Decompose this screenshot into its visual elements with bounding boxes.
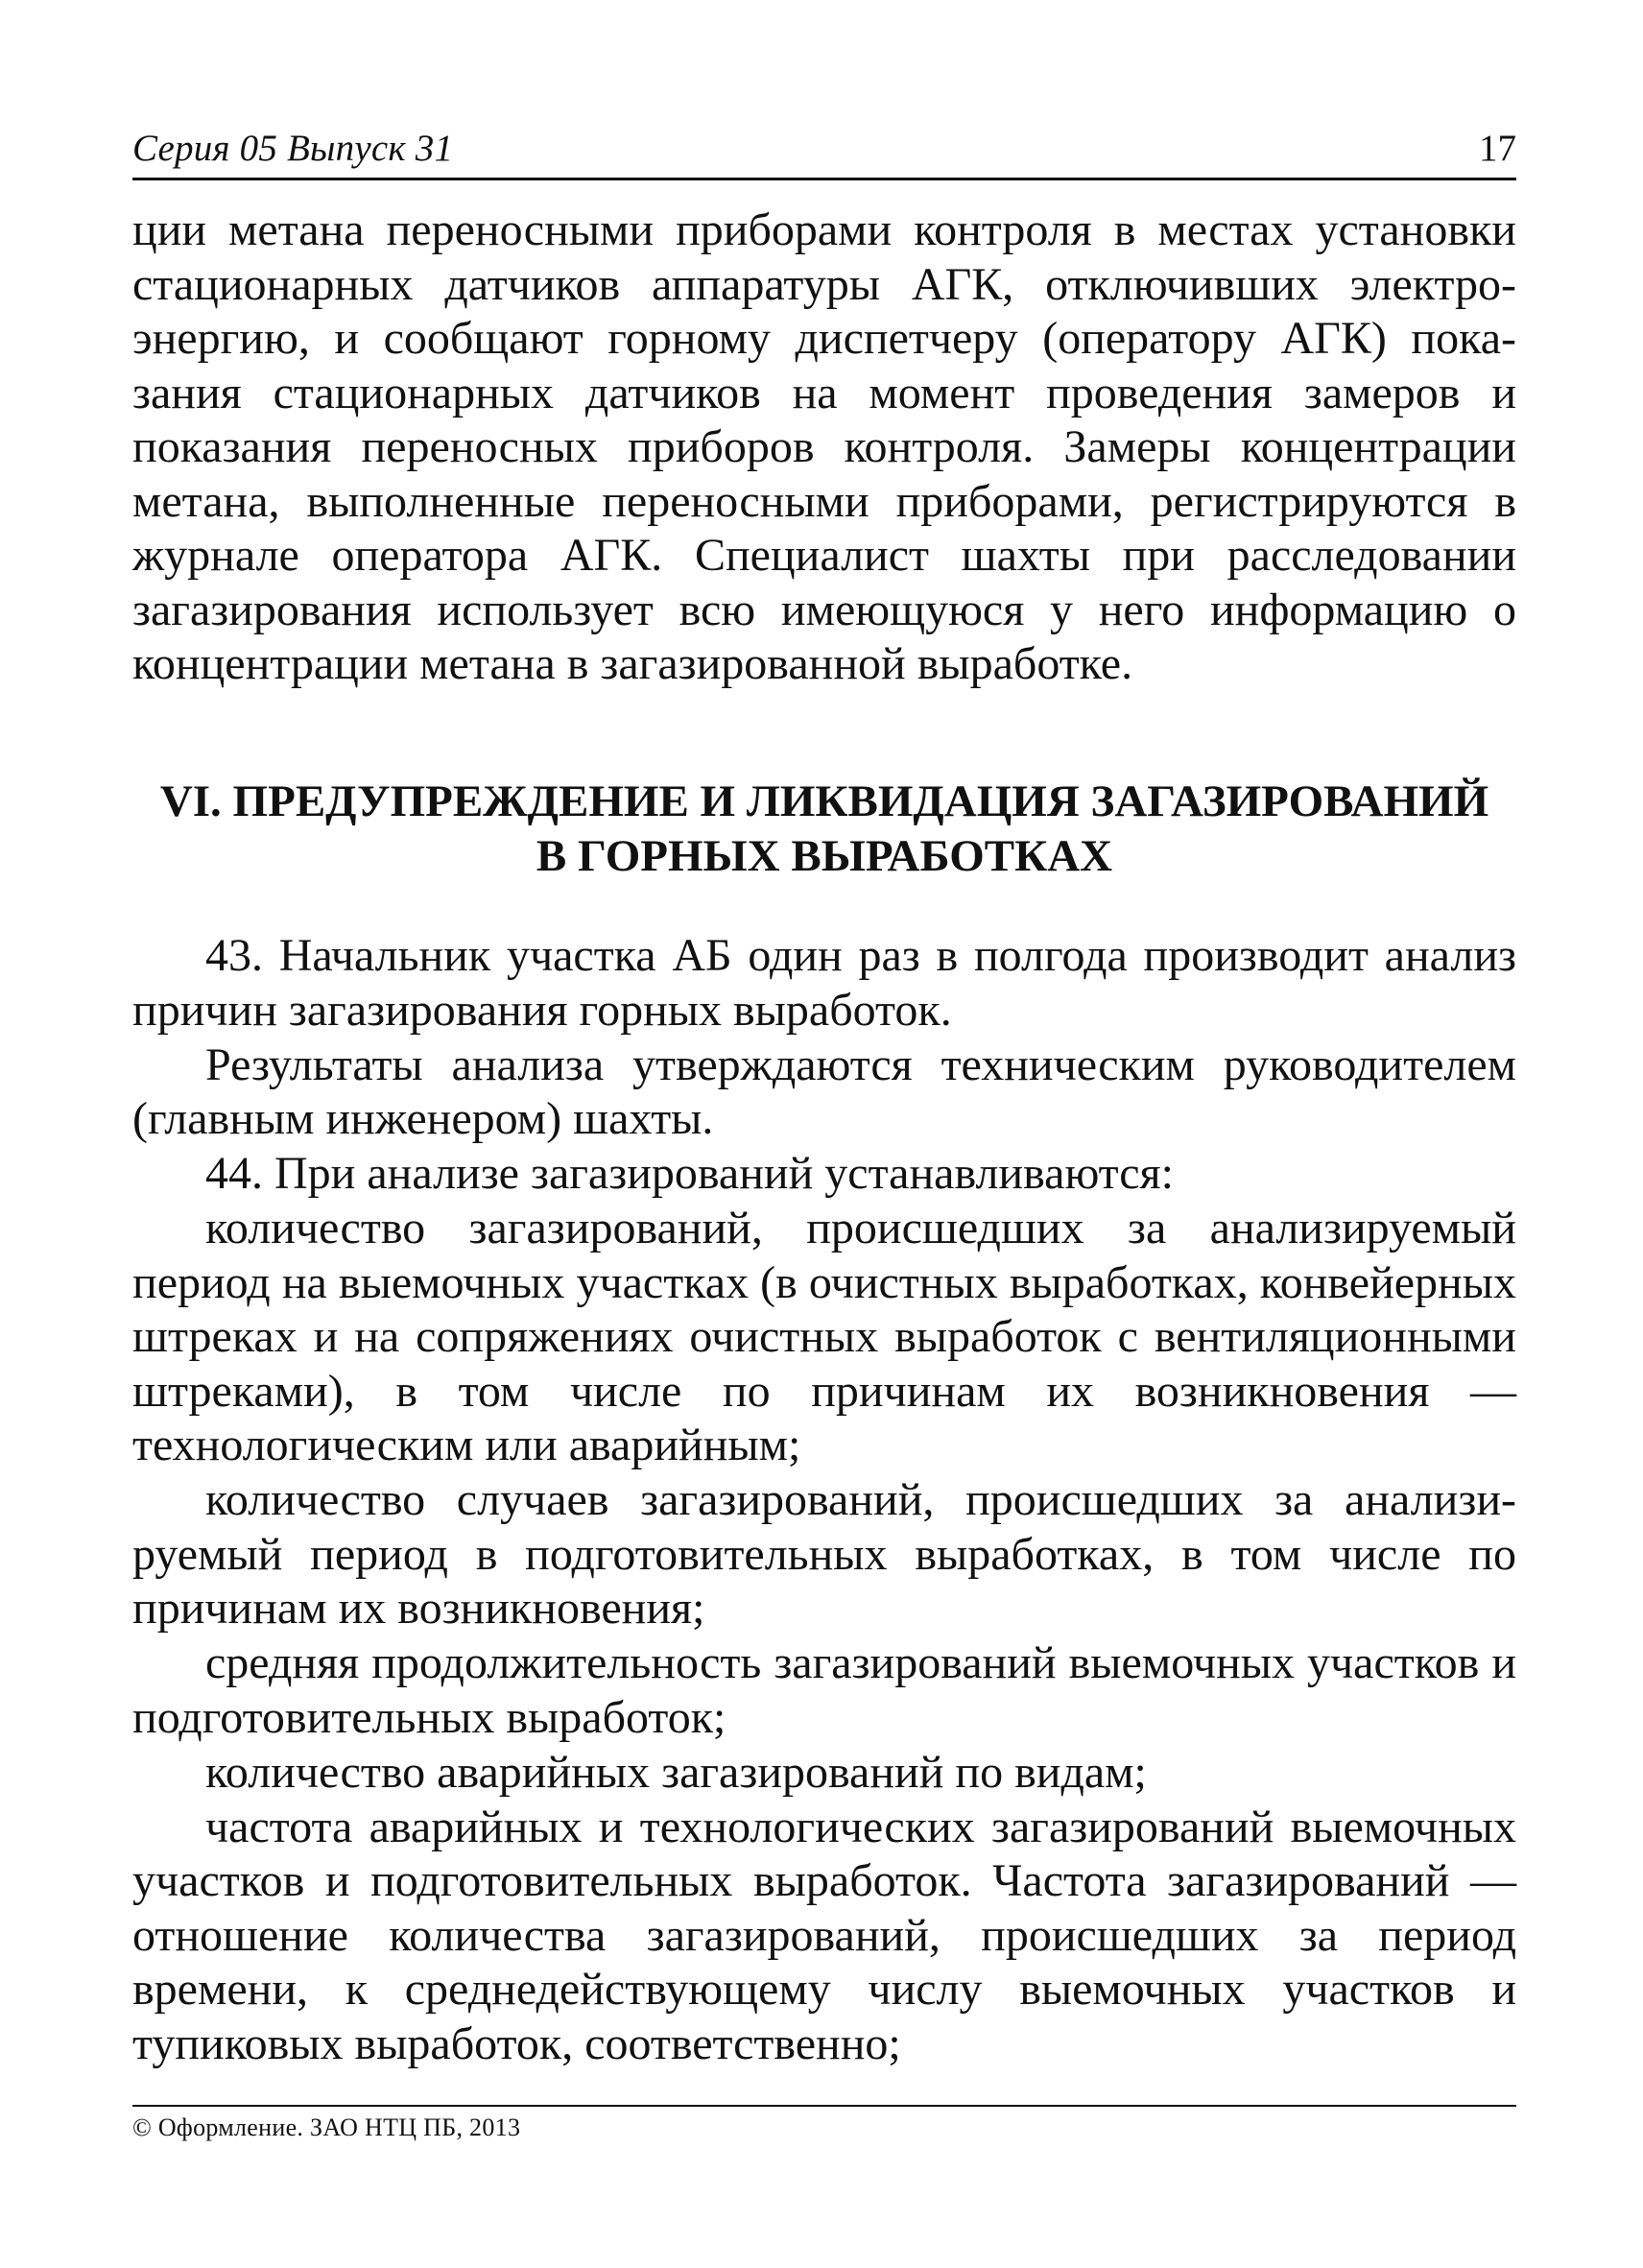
section-heading-line-1: VI. ПРЕДУПРЕЖДЕНИЕ И ЛИКВИДАЦИЯ ЗАГАЗИРОВАНИЙ	[159, 776, 1489, 826]
paragraph-44: 44. При анализе загазирований устанавливаются:	[205, 1148, 1174, 1199]
continuation-paragraph: ции метана переносными приборами контроля в местах установки стационарных датчиков аппаратуры АГК, отключивших электроэнергию, и сообщают горному диспетчеру (оператору АГК) показания стационарных датчиков на момент проведения замеров и показания переносных приборов контроля. Замеры концентрации метана, выполненные переносными приборами, регистрируются в журнале оператора АГК. Специалист шахты при расследовании загазирования использует всю имеющуюся у него информацию о концентрации метана в загазированной выработке.	[132, 204, 1516, 689]
list-item: количество случаев загазирований, происшедших за анализируемый период в подготовительных выработках, в том числе по причинам их возникновения;	[132, 1474, 1516, 1634]
list-item: средняя продолжительность загазирований выемочных участков и подготовительных выработок;	[132, 1637, 1516, 1743]
paragraph-43-results: Результаты анализа утверждаются техническим руководителем (главным инженером) шахты.	[132, 1039, 1516, 1144]
section-heading	[132, 775, 1516, 884]
header-rule	[132, 178, 1516, 180]
section-body	[132, 929, 1516, 2072]
list-item: количество загазирований, происшедших за анализируемый период на выемочных участках (в очистных выработках, конвейерных штреках и на сопряжениях очистных выработок с вентиляционными штреками), в том числе по причинам их возникновения — технологическим или аварийным;	[132, 1203, 1516, 1470]
list-item: количество аварийных загазирований по видам;	[205, 1746, 1147, 1798]
footer-rule	[132, 2105, 1516, 2107]
running-head: Серия 05 Выпуск 31	[132, 128, 454, 169]
list-item: частота аварийных и технологических загазирований выемочных участков и подготовительных выработок. Частота загазирований — отношение количества загазирований, происшедших за период времени, к среднедействующему числу выемочных участков и тупиковых выработок, соответственно;	[132, 1801, 1516, 2069]
paragraph-43: 43. Начальник участка АБ один раз в полгода производит анализ причин загазирования горных выработок.	[132, 930, 1516, 1036]
page-number: 17	[1479, 128, 1516, 169]
section-heading-line-2: В ГОРНЫХ ВЫРАБОТКАХ	[536, 831, 1113, 881]
footer-copyright: © Оформление. ЗАО НТЦ ПБ, 2013	[132, 2113, 521, 2141]
